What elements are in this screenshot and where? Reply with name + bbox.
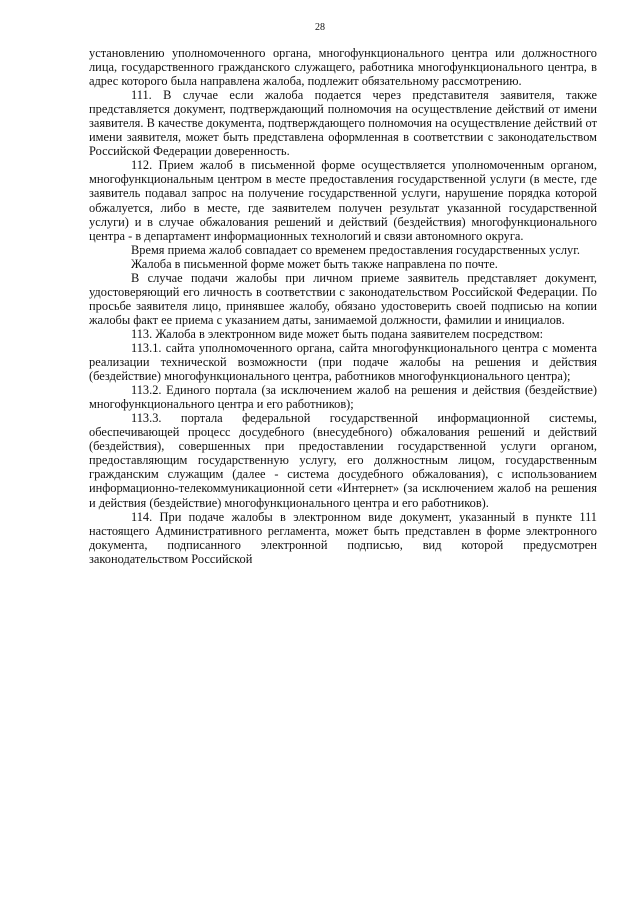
paragraph-postal: Жалоба в письменной форме может быть также направлена по почте. [131, 256, 498, 271]
document-body [89, 46, 597, 566]
paragraph-113-2: 113.2. Единого портала (за исключением жалоб на решения и действия (бездействие) многофункционального центра и его работников); [89, 383, 597, 412]
paragraph-personal-reception: В случае подачи жалобы при личном приеме заявитель представляет документ, удостоверяющий его личность в соответствии с законодательством Российской Федерации. По просьбе заявителя лицо, принявшее жалобу, обязано удостоверить своей подписью на копии жалобы факт ее приема с указанием даты, занимаемой должности, фамилии и инициалов. [89, 270, 597, 327]
paragraph-113: 113. Жалоба в электронном виде может быть подана заявителем посредством: [131, 326, 544, 341]
paragraph-continuation: установлению уполномоченного органа, многофункционального центра или должностного лица, государственного гражданского служащего, работника многофункционального центра, в адрес которого была направлена жалоба, подлежит обязательному рассмотрению. [89, 46, 597, 89]
paragraph-111: 111. В случае если жалоба подается через представителя заявителя, также представляется документ, подтверждающий полномочия на осуществление действий от имени заявителя. В качестве документа, подтверждающего полномочия на осуществление действий от имени заявителя, может быть представлена оформленная в соответствии с законодательством Российской Федерации доверенность. [89, 88, 597, 159]
paragraph-113-1: 113.1. сайта уполномоченного органа, сайта многофункционального центра с момента реализации технической возможности (при подаче жалобы на решения и действия (бездействие) многофункционального центра, работников многофункционального центра); [89, 340, 597, 384]
paragraph-112: 112. Прием жалоб в письменной форме осуществляется уполномоченным органом, многофункциональным центром в месте предоставления государственной услуги (в месте, где заявитель подавал запрос на получение государственной услуги, нарушение порядка которой обжалуется, либо в месте, где заявителем получен результат указанной государственной услуги) и в случае обжалования решений и действий (бездействия) многофункционального центра - в департамент информационных технологий и связи автономного округа. [89, 158, 597, 243]
page-number: 28 [315, 22, 325, 33]
paragraph-114: 114. При подаче жалобы в электронном виде документ, указанный в пункте 111 настоящего Административного регламента, может быть представлен в форме электронного документа, подписанного электронной подписью, вид которой предусмотрен законодательством Российской [89, 509, 597, 566]
paragraph-reception-time: Время приема жалоб совпадает со временем предоставления государственных услуг. [131, 242, 581, 257]
paragraph-113-3: 113.3. портала федеральной государственной информационной системы, обеспечивающей процесс досудебного (внесудебного) обжалования решений и действий (бездействия), совершенных при предоставлении государственной услуги органом, предоставляющим государственную услугу, его должностным лицом, государственным гражданским служащим (далее - система досудебного обжалования), с использованием информационно-телекоммуникационной сети «Интернет» (за исключением жалоб на решения и действия (бездействие) многофункционального центра и его работников). [89, 411, 597, 510]
